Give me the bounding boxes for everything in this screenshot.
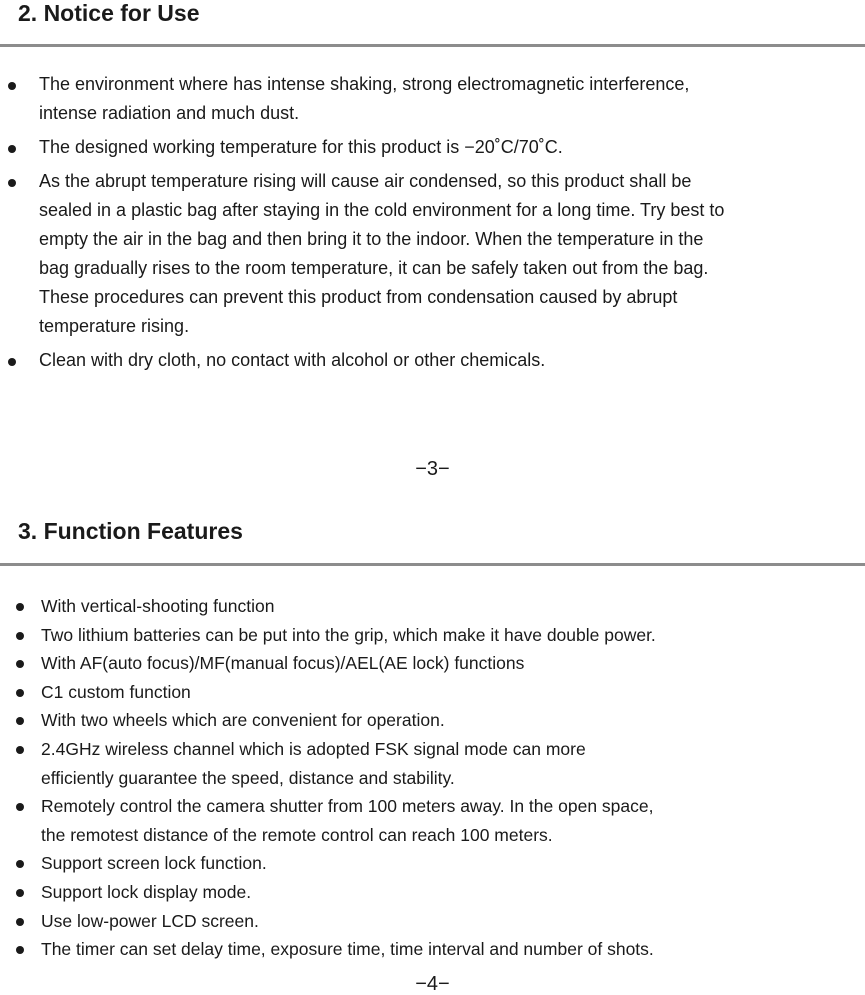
feature-item — [41, 735, 656, 792]
notice-item — [39, 70, 724, 128]
bullet-icon — [8, 145, 16, 153]
bullet-icon — [8, 82, 16, 90]
features-list — [41, 592, 656, 964]
feature-item — [41, 792, 656, 849]
notice-line: The designed working temperature for this product is −20˚C/70˚C. — [39, 137, 563, 157]
feature-line: Support screen lock function. — [41, 853, 267, 874]
feature-line: 2.4GHz wireless channel which is adopted FSK signal mode can more — [41, 738, 586, 759]
feature-line: The timer can set delay time, exposure time, time interval and number of shots. — [41, 939, 654, 960]
bullet-icon — [16, 689, 24, 697]
feature-line: efficiently guarantee the speed, distance and stability. — [41, 767, 455, 788]
bullet-icon — [16, 946, 24, 954]
feature-line: With two wheels which are convenient for operation. — [41, 710, 445, 731]
feature-item — [41, 935, 656, 964]
notice-line: bag gradually rises to the room temperature, it can be safely taken out from the bag. — [39, 258, 709, 278]
bullet-icon — [16, 918, 24, 926]
notice-title-divider — [0, 44, 865, 47]
feature-line: C1 custom function — [41, 681, 191, 702]
feature-line: With AF(auto focus)/MF(manual focus)/AEL(AE lock) functions — [41, 653, 525, 674]
bullet-icon — [16, 632, 24, 640]
feature-item — [41, 849, 656, 878]
feature-item — [41, 592, 656, 621]
bullet-icon — [16, 660, 24, 668]
feature-item — [41, 678, 656, 707]
notice-line: The environment where has intense shaking, strong electromagnetic interference, — [39, 74, 690, 94]
bullet-icon — [16, 860, 24, 868]
page-number: −3− — [415, 458, 450, 480]
bullet-icon — [16, 603, 24, 611]
bullet-icon — [16, 717, 24, 725]
features-title-divider — [0, 563, 865, 566]
notice-line: As the abrupt temperature rising will cause air condensed, so this product shall be — [39, 171, 692, 191]
notice-item — [39, 133, 724, 162]
notice-line: intense radiation and much dust. — [39, 103, 300, 123]
feature-item — [41, 621, 656, 650]
feature-item — [41, 878, 656, 907]
bullet-icon — [16, 803, 24, 811]
bullet-icon — [8, 358, 16, 366]
bullet-icon — [16, 746, 24, 754]
bullet-icon — [8, 179, 16, 187]
feature-line: Remotely control the camera shutter from 100 meters away. In the open space, — [41, 796, 654, 817]
notice-line: temperature rising. — [39, 316, 190, 336]
features-section-title: 3. Function Features — [18, 518, 243, 544]
notice-line: sealed in a plastic bag after staying in the cold environment for a long time. Try best to — [39, 200, 725, 220]
notice-line: These procedures can prevent this product from condensation caused by abrupt — [39, 287, 678, 307]
page-number: −4− — [415, 973, 450, 995]
feature-item — [41, 706, 656, 735]
notice-line: Clean with dry cloth, no contact with alcohol or other chemicals. — [39, 350, 546, 370]
notice-list — [39, 70, 724, 380]
notice-item — [39, 167, 724, 341]
feature-line: With vertical-shooting function — [41, 596, 275, 616]
feature-line: Use low-power LCD screen. — [41, 910, 259, 931]
notice-item — [39, 346, 724, 375]
notice-section-title: 2. Notice for Use — [18, 0, 200, 26]
bullet-icon — [16, 889, 24, 897]
feature-line: the remotest distance of the remote control can reach 100 meters. — [41, 824, 553, 845]
feature-line: Two lithium batteries can be put into the grip, which make it have double power. — [41, 624, 656, 645]
feature-item — [41, 649, 656, 678]
feature-line: Support lock display mode. — [41, 881, 252, 902]
notice-line: empty the air in the bag and then bring it to the indoor. When the temperature in the — [39, 229, 704, 249]
feature-item — [41, 907, 656, 936]
